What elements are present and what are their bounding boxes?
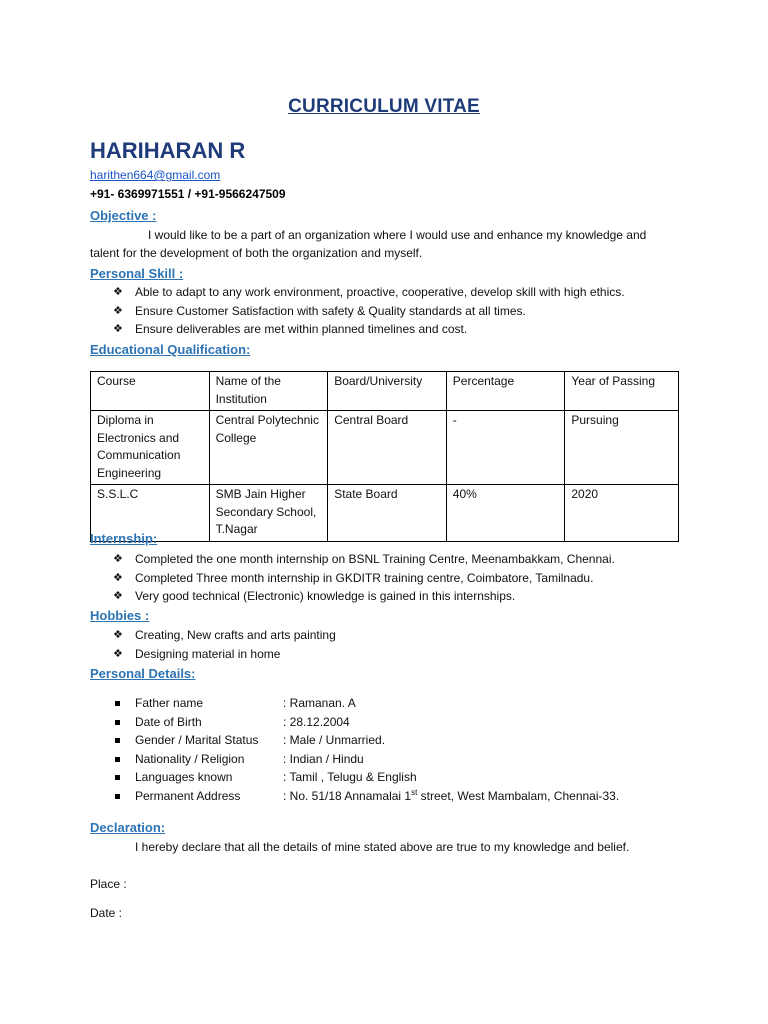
personal-details-list — [113, 694, 619, 805]
hobbies-list — [113, 626, 336, 663]
list-item — [113, 694, 619, 713]
declaration-text: I hereby declare that all the details of mine stated above are true to my knowledge and belief. — [135, 840, 630, 854]
list-item — [113, 787, 619, 806]
declaration-heading: Declaration: — [90, 820, 166, 835]
diamond-bullet-icon: ❖ — [113, 590, 123, 602]
list-item: ❖ Creating, New crafts and arts painting — [113, 626, 336, 645]
list-item: ❖ Ensure deliverables are met within planned timelines and cost. — [113, 320, 625, 339]
square-bullet-icon — [115, 757, 120, 762]
diamond-bullet-icon: ❖ — [113, 647, 123, 660]
diamond-bullet-icon: ❖ — [113, 553, 123, 565]
square-bullet-icon — [115, 701, 120, 706]
list-item — [113, 768, 619, 787]
table-cell: SMB Jain Higher Secondary School, T.Nagar — [209, 485, 328, 542]
internship-heading: Internship: — [90, 531, 158, 546]
detail-label: Date of Birth — [135, 714, 202, 729]
table-cell: Pursuing — [565, 411, 679, 485]
document-title: CURRICULUM VITAE — [288, 96, 480, 117]
detail-label: Languages known — [135, 770, 233, 784]
personal-details-heading: Personal Details: — [90, 666, 196, 681]
list-item: ❖ Designing material in home — [113, 645, 336, 664]
table-cell: Diploma in Electronics and Communication Engineering — [91, 411, 210, 485]
diamond-bullet-icon: ❖ — [113, 571, 123, 584]
detail-label: Gender / Marital Status — [135, 733, 259, 747]
square-bullet-icon — [115, 794, 120, 799]
detail-value: : Male / Unmarried. — [283, 733, 386, 747]
email-link[interactable]: harithen664@gmail.com — [90, 168, 221, 182]
detail-value: : 28.12.2004 — [283, 714, 350, 729]
table-cell: Central Polytechnic College — [209, 411, 328, 485]
list-item — [113, 713, 619, 732]
table-row — [91, 411, 679, 485]
table-cell: Central Board — [328, 411, 447, 485]
place-label: Place : — [90, 877, 127, 891]
list-item: ❖ Able to adapt to any work environment, proactive, cooperative, develop skill with high ethics. — [113, 283, 625, 302]
candidate-name: HARIHARAN R — [90, 138, 246, 163]
detail-label: Permanent Address — [135, 788, 241, 803]
list-item: ❖ Completed Three month internship in GKDITR training centre, Coimbatore, Tamilnadu. — [113, 569, 615, 588]
list-item: ❖ Very good technical (Electronic) knowledge is gained in this internships. — [113, 587, 615, 606]
table-cell: 40% — [446, 485, 565, 542]
header-cell: Board/University — [328, 372, 447, 411]
detail-value: : Ramanan. A — [283, 696, 356, 710]
table-row — [91, 485, 679, 542]
table-cell: - — [446, 411, 565, 485]
header-cell: Course — [91, 372, 210, 411]
personal-skill-list — [113, 283, 625, 339]
header-cell: Year of Passing — [565, 372, 679, 411]
table-header-row — [91, 372, 679, 411]
hobbies-heading: Hobbies : — [90, 608, 150, 623]
header-cell: Percentage — [446, 372, 565, 411]
header-cell: Name of the Institution — [209, 372, 328, 411]
table-cell: 2020 — [565, 485, 679, 542]
phone-number: +91- 6369971551 / +91-9566247509 — [90, 187, 286, 201]
table-cell: S.S.L.C — [91, 485, 210, 542]
square-bullet-icon — [115, 775, 120, 780]
education-table — [90, 371, 679, 542]
square-bullet-icon — [115, 738, 120, 743]
detail-label: Father name — [135, 696, 204, 710]
diamond-bullet-icon: ❖ — [113, 304, 123, 317]
detail-value: : No. 51/18 Annamalai 1st street, West Mambalam, Chennai-33. — [283, 787, 620, 803]
objective-heading: Objective : — [90, 208, 157, 223]
diamond-bullet-icon: ❖ — [113, 323, 123, 335]
list-item: ❖ Completed the one month internship on BSNL Training Centre, Meenambakkam, Chennai. — [113, 550, 615, 569]
list-item: ❖ Ensure Customer Satisfaction with safety & Quality standards at all times. — [113, 302, 625, 321]
list-item — [113, 731, 619, 750]
objective-body: I would like to be a part of an organization where I would use and enhance my knowledge and talent for the development of both the organization and myself. — [90, 228, 647, 260]
list-item — [113, 750, 619, 769]
date-label: Date : — [90, 906, 123, 920]
personal-skill-heading: Personal Skill : — [90, 266, 184, 281]
square-bullet-icon — [115, 720, 120, 725]
internship-list — [113, 550, 615, 606]
table-cell: State Board — [328, 485, 447, 542]
detail-value: : Indian / Hindu — [283, 751, 364, 766]
detail-label: Nationality / Religion — [135, 751, 245, 766]
education-heading: Educational Qualification: — [90, 342, 251, 357]
diamond-bullet-icon: ❖ — [113, 286, 123, 298]
detail-value: : Tamil , Telugu & English — [283, 770, 417, 784]
objective-text — [90, 226, 670, 262]
diamond-bullet-icon: ❖ — [113, 629, 123, 641]
